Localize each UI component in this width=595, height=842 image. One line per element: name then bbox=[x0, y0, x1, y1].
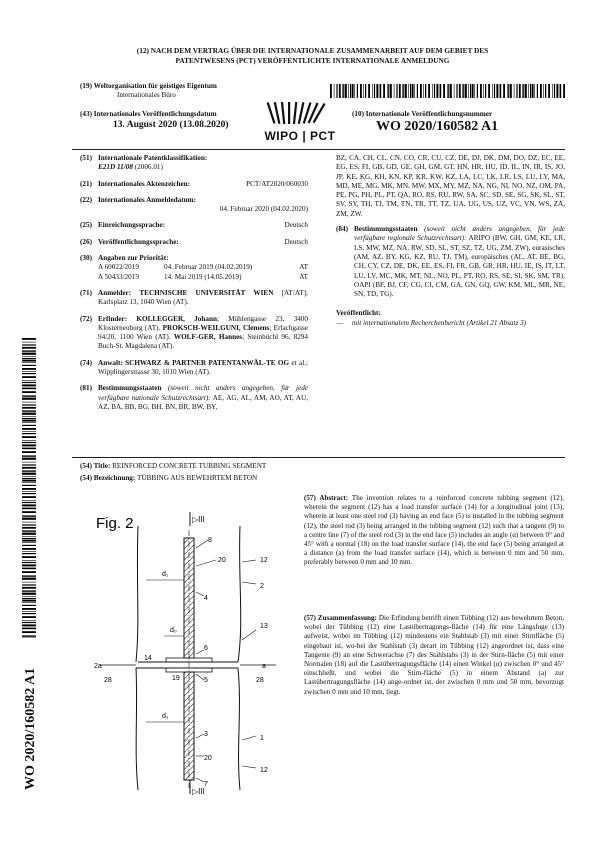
barcode-bar bbox=[22, 627, 36, 628]
barcode-bar bbox=[403, 84, 404, 98]
barcode-bar bbox=[22, 458, 36, 460]
section-marker-bottom: ▷III bbox=[192, 787, 205, 796]
barcode-bar bbox=[503, 84, 505, 98]
barcode-bar bbox=[443, 84, 445, 98]
barcode-bar bbox=[472, 84, 474, 98]
barcode-bar bbox=[534, 84, 535, 98]
svg-text:3: 3 bbox=[204, 731, 208, 738]
barcode-bar bbox=[390, 84, 392, 98]
barcode-bar bbox=[22, 564, 36, 566]
barcode-bar bbox=[402, 84, 403, 98]
barcode-bar bbox=[456, 84, 457, 98]
barcode-bar bbox=[556, 84, 558, 98]
barcode-bar bbox=[508, 84, 509, 98]
barcode-bar bbox=[22, 436, 36, 438]
barcode-bar bbox=[22, 356, 36, 357]
barcode-bar bbox=[22, 584, 36, 585]
barcode-bar bbox=[22, 491, 36, 492]
barcode-bar bbox=[22, 527, 36, 529]
barcode-bar bbox=[22, 344, 36, 345]
svg-text:19: 19 bbox=[172, 675, 180, 682]
barcode-bar bbox=[22, 388, 36, 389]
barcode-bar bbox=[22, 596, 36, 597]
barcode-bar bbox=[485, 84, 486, 98]
barcode-bar bbox=[523, 84, 524, 98]
barcode-bar bbox=[477, 84, 478, 98]
barcode-bar bbox=[22, 545, 36, 546]
barcode-bar bbox=[22, 485, 36, 486]
barcode-bar bbox=[22, 531, 36, 532]
publication-date: 13. August 2020 (13.08.2020) bbox=[113, 120, 229, 131]
svg-text:d₁: d₁ bbox=[162, 571, 169, 578]
barcode-bar bbox=[22, 636, 36, 637]
barcode-bar bbox=[448, 84, 449, 98]
barcode-bar bbox=[22, 338, 36, 340]
barcode-bar bbox=[22, 362, 36, 363]
organization-block: (19) Weltorganisation für geistiges Eigentum Internationales Büro bbox=[80, 82, 217, 100]
header-line-1: (12) NACH DEM VERTRAG ÜBER DIE INTERNATIONALE ZUSAMMENARBEIT AUF DEM GEBIET DES bbox=[136, 46, 489, 55]
barcode-bar bbox=[22, 540, 36, 542]
barcode-bar bbox=[22, 396, 36, 397]
barcode-bar bbox=[22, 407, 36, 409]
barcode-bar bbox=[462, 84, 463, 98]
svg-text:8: 8 bbox=[208, 537, 212, 544]
barcode-bar bbox=[22, 447, 36, 448]
barcode-bar bbox=[420, 84, 422, 98]
barcode-bar bbox=[22, 518, 36, 520]
barcode-bar bbox=[22, 538, 36, 539]
barcode-bar bbox=[22, 591, 36, 592]
barcode-bar bbox=[22, 613, 36, 614]
barcode-bar bbox=[22, 451, 36, 453]
barcode-bar bbox=[494, 84, 495, 98]
publication-number-block: (10) Internationale Veröffentlichungsnummer WO 2020/160582 A1 bbox=[352, 110, 567, 135]
barcode-bar bbox=[360, 84, 362, 98]
barcode-bar bbox=[22, 504, 36, 506]
barcode-bar bbox=[22, 602, 36, 603]
barcode-bar bbox=[525, 84, 527, 98]
barcode-bar bbox=[22, 398, 36, 400]
barcode-bar bbox=[559, 84, 560, 98]
barcode-bar bbox=[22, 471, 36, 472]
barcode-bar bbox=[22, 342, 36, 343]
barcode-bar bbox=[22, 516, 36, 517]
barcode-bar bbox=[22, 548, 36, 550]
barcode-bar bbox=[22, 431, 36, 432]
barcode-bar bbox=[22, 351, 36, 352]
barcode-bar bbox=[22, 456, 36, 457]
barcode-bar bbox=[22, 562, 36, 563]
barcode-bar bbox=[22, 608, 36, 610]
barcode-bar bbox=[439, 84, 440, 98]
barcode-bar bbox=[554, 84, 555, 98]
barcode-bar bbox=[22, 620, 36, 621]
barcode-bar bbox=[22, 575, 36, 576]
svg-text:20: 20 bbox=[204, 755, 212, 762]
barcode-bar bbox=[22, 358, 36, 359]
barcode-bar bbox=[22, 493, 36, 494]
svg-text:d₁: d₁ bbox=[162, 713, 169, 720]
barcode-bar bbox=[522, 84, 523, 98]
barcode-bar bbox=[483, 84, 484, 98]
barcode-bar bbox=[22, 578, 36, 580]
barcode-bar bbox=[368, 84, 370, 98]
barcode-bar bbox=[528, 84, 529, 98]
barcode-bar bbox=[22, 413, 36, 415]
barcode-bar bbox=[447, 84, 448, 98]
svg-text:12: 12 bbox=[260, 767, 268, 774]
svg-text:2: 2 bbox=[260, 583, 264, 590]
barcode-bar bbox=[507, 84, 508, 98]
barcode-bar bbox=[488, 84, 490, 98]
barcode-bar bbox=[454, 84, 455, 98]
barcode-bar bbox=[394, 84, 395, 98]
barcode-bar bbox=[22, 522, 36, 523]
barcode-bar bbox=[22, 467, 36, 469]
barcode-bar bbox=[22, 616, 36, 618]
barcode-bar bbox=[22, 605, 36, 606]
svg-text:5: 5 bbox=[204, 677, 208, 684]
barcode-bar bbox=[22, 480, 36, 482]
barcode-bar bbox=[519, 84, 521, 98]
barcode-bar bbox=[22, 384, 36, 386]
barcode-bar bbox=[374, 84, 375, 98]
barcode-bar bbox=[22, 455, 36, 456]
barcode-bar bbox=[22, 551, 36, 552]
barcode-bar bbox=[22, 536, 36, 537]
figure-title: Fig. 2 bbox=[96, 515, 134, 532]
title-de: (54) Bezeichnung: TÜBBING AUS BEWEHRTEM BETON bbox=[80, 474, 258, 482]
barcode-bar bbox=[22, 416, 36, 417]
barcode-bar bbox=[22, 440, 36, 441]
barcode-bar bbox=[22, 500, 36, 501]
priority-row-2: A 50433/2019 14. Mai 2019 (14.05.2019) AT bbox=[98, 272, 308, 281]
barcode-bar bbox=[22, 624, 36, 626]
barcode-bar bbox=[365, 84, 366, 98]
svg-text:12: 12 bbox=[260, 557, 268, 564]
barcode-bar bbox=[22, 402, 36, 403]
barcode-bar bbox=[22, 376, 36, 378]
barcode-bar bbox=[22, 556, 36, 558]
barcode-bar bbox=[545, 84, 546, 98]
abstract-de: (57) Zusammenfassung: Die Erfindung betrifft einen Tübbing (12) aus bewehrtem Beton, wobei der Tübbing (12) eine Lastübertragungs-fläche (14) für eine Längsfuge (13) aufweist, wobei im Tübbing (12) mindestens ein Stahlstab (3) mit einer Stirnfläche (5) eingebaut ist, wo-bei der Stahlstab (3) derart im Tübbing (12) angeordnet ist, dass eine Tangente (9) an eine Schwerachse (7) des Stahlstabs (3) in der Stirn-fläche (5) mit einer Normalen (18) auf die Lastübertragungsfläche (14) einen Winkel (α) zwischen 0° und 45° einschließt, und wobei die Stirn-fläche (5) in einem Abstand (a) zur Lastübertragungsfläche (14) ange-ordnet ist, der zwischen 0 mm und 50 mm, bevorzugt zwischen 0 mm und 10 mm, liegt. bbox=[304, 614, 565, 696]
barcode-bar bbox=[434, 84, 435, 98]
barcode-bar bbox=[22, 373, 36, 374]
barcode-bar bbox=[22, 433, 36, 434]
barcode-bar bbox=[22, 347, 36, 349]
barcode-bar bbox=[396, 84, 397, 98]
barcode-bar bbox=[22, 507, 36, 508]
barcode-bar bbox=[22, 420, 36, 422]
barcode-bar bbox=[22, 590, 36, 591]
side-barcode bbox=[22, 338, 36, 638]
svg-text:6: 6 bbox=[204, 645, 208, 652]
svg-text:28: 28 bbox=[256, 677, 264, 684]
barcode-bar bbox=[380, 84, 381, 98]
title-en: (54) Title: REINFORCED CONCRETE TUBBING SEGMENT bbox=[80, 462, 267, 470]
barcode-bar bbox=[548, 84, 550, 98]
barcode-bar bbox=[22, 395, 36, 396]
svg-text:2a: 2a bbox=[94, 663, 102, 670]
bibliographic-left-column: (51) Internationale Patentklassifikation: E21D 11/08 (2006.01) (21) Internationales Aktenzeichen: PCT/AT2020/060030 (22) Internationales Anmeldedatum: 04. Februar 2020 (04.02.2020) (25) Einreichungssprache: Deutsch (26) Veröffentlichungssprache: Deutsch (30) Angaben zur Priorität: A 60022/2019 04. Februar 2019 (04.02.2019) AT A 50433/2019 14. Mai 2019 (14.05.2019) AT (71) Anmelder: TECHNISCHE UNIVERSITÄT WIEN [AT/AT]; Karlsplatz 13, 1040 Wien (AT). (72) Erfinder: KOLLEGGER, Johann; Mühlengasse 23, 3400 Klosterneuburg (AT). PROKSCH-WEILGUNI, Clemens; Erlachgasse 94/20, 1100 Wien (AT). WOLF-GER, Hannes; Steinbüchl 96, 8294 Buch-St. Magdalena (AT). (74) Anwalt: SCHWARZ & PARTNER PATENTANWÄL-TE OG et al.; Wipplingerstrasse 30, 1010 Wien (AT). (81) Bestimmungsstaaten (soweit nicht anders angegeben, für jede verfügbare nationale Schutzrechtsart): AE, AG, AL, AM, AO, AT, AU, AZ, BA, BB, BG, BH, BN, BR, BW, BY, bbox=[80, 154, 308, 411]
barcode-bar bbox=[22, 502, 36, 503]
barcode-bar bbox=[532, 84, 534, 98]
svg-text:13: 13 bbox=[260, 623, 268, 630]
barcode-bar bbox=[357, 84, 358, 98]
barcode-bar bbox=[410, 84, 411, 98]
barcode-bar bbox=[428, 84, 430, 98]
barcode-bar bbox=[387, 84, 388, 98]
barcode-bar bbox=[22, 488, 36, 490]
barcode-bar bbox=[560, 84, 561, 98]
barcode-bar bbox=[500, 84, 501, 98]
barcode-bar bbox=[399, 84, 401, 98]
barcode-bar bbox=[440, 84, 441, 98]
barcode-bar bbox=[352, 84, 354, 98]
barcode-bar bbox=[22, 422, 36, 423]
barcode-bar bbox=[22, 587, 36, 589]
barcode-bar bbox=[537, 84, 538, 98]
barcode-bar bbox=[383, 84, 385, 98]
barcode-bar bbox=[22, 411, 36, 412]
barcode-bar bbox=[465, 84, 467, 98]
abstract-en: (57) Abstract: The invention relates to a reinforced concrete tubbing segment (12), wherein the segment (12) has a load transfer surface (14) for a longitudinal joint (13), wherein at least one steel rod (3) having an end face (5) is installed in the tubbing segment (12), the steel rod (3) being arranged in the tubbing segment (12) such that a tangent (9) to a centre line (7) of the steel rod (3) in the end face (5) includes an angle (α) between 0° and 45° with a normal (18) on the load transfer surface (14), the end face (5) being arranged at a distance (a) from the load transfer surface (14), which is between 0 mm and 50 mm, preferably between 0 mm and 10 mm. bbox=[304, 494, 564, 567]
barcode-bar bbox=[412, 84, 414, 98]
barcode-bar bbox=[22, 567, 36, 568]
barcode-bar bbox=[552, 84, 553, 98]
wipo-logo-text: WIPO | PCT bbox=[264, 129, 336, 143]
priority-row-1: A 60022/2019 04. Februar 2019 (04.02.2019) AT bbox=[98, 263, 308, 272]
barcode-bar bbox=[492, 84, 493, 98]
barcode-bar bbox=[22, 371, 36, 372]
barcode-bar bbox=[350, 84, 351, 98]
svg-text:7: 7 bbox=[204, 781, 208, 788]
barcode-bar bbox=[22, 478, 36, 479]
barcode-bar bbox=[540, 84, 542, 98]
barcode-bar bbox=[22, 365, 36, 366]
barcode-bar bbox=[22, 515, 36, 516]
barcode-bar bbox=[345, 84, 347, 98]
barcode-bar bbox=[22, 410, 36, 411]
barcode-bar bbox=[348, 84, 349, 98]
barcode-bar bbox=[22, 496, 36, 498]
barcode-bar bbox=[408, 84, 409, 98]
barcode-bar bbox=[22, 476, 36, 477]
barcode-bar bbox=[22, 631, 36, 633]
divider-top bbox=[72, 149, 565, 150]
barcode-bar bbox=[496, 84, 498, 98]
barcode-bar bbox=[468, 84, 469, 98]
barcode-bar bbox=[22, 511, 36, 513]
barcode-bar bbox=[354, 84, 355, 98]
barcode-bar bbox=[22, 524, 36, 525]
barcode-bar bbox=[376, 84, 378, 98]
barcode-bar bbox=[22, 482, 36, 483]
barcode-bar bbox=[22, 350, 36, 351]
barcode-bar bbox=[417, 84, 418, 98]
barcode-bar bbox=[22, 448, 36, 449]
barcode-bar bbox=[516, 84, 517, 98]
barcode-bar bbox=[499, 84, 500, 98]
barcode-bar bbox=[22, 391, 36, 393]
barcode-bar bbox=[22, 611, 36, 612]
barcode-bar bbox=[530, 84, 531, 98]
barcode-bar bbox=[22, 353, 36, 355]
barcode-bar bbox=[22, 387, 36, 388]
barcode-bar bbox=[22, 533, 36, 535]
barcode-bar bbox=[388, 84, 389, 98]
barcode-bar bbox=[22, 462, 36, 463]
barcode-bar bbox=[22, 542, 36, 543]
barcode-bar bbox=[22, 582, 36, 583]
barcode-bar bbox=[22, 628, 36, 629]
barcode-bar bbox=[22, 600, 36, 602]
barcode-bar bbox=[470, 84, 471, 98]
barcode-bar bbox=[436, 84, 438, 98]
barcode-bar bbox=[22, 428, 36, 430]
barcode-bar bbox=[22, 418, 36, 419]
barcode-bar bbox=[510, 84, 512, 98]
barcode-bar bbox=[22, 442, 36, 443]
svg-text:4: 4 bbox=[204, 595, 208, 602]
barcode-bar bbox=[480, 84, 482, 98]
barcode-bar bbox=[405, 84, 407, 98]
barcode-bar bbox=[22, 368, 36, 370]
barcode-bar bbox=[22, 382, 36, 383]
barcode-bar bbox=[425, 84, 426, 98]
svg-text:20: 20 bbox=[218, 557, 226, 564]
barcode-bar bbox=[363, 84, 364, 98]
barcode-bar bbox=[22, 473, 36, 475]
barcode-bar bbox=[514, 84, 515, 98]
barcode-bar bbox=[450, 84, 452, 98]
barcode-bar bbox=[22, 553, 36, 554]
barcode-bar bbox=[22, 425, 36, 426]
svg-text:14: 14 bbox=[144, 655, 152, 662]
barcode-bar bbox=[22, 622, 36, 623]
barcode-bar bbox=[22, 593, 36, 595]
svg-text:1: 1 bbox=[260, 735, 264, 742]
barcode-bar bbox=[543, 84, 544, 98]
barcode-bar bbox=[563, 84, 565, 98]
barcode-bar bbox=[22, 464, 36, 465]
barcode-bar bbox=[22, 444, 36, 446]
barcode-bar bbox=[474, 84, 475, 98]
barcode-bar bbox=[414, 84, 415, 98]
barcode-bar bbox=[22, 635, 36, 636]
bibliographic-right-column: BZ, CA, CH, CL, CN, CO, CR, CU, CZ, DE, DJ, DK, DM, DO, DZ, EC, EE, EG, ES, FI, GB, GD, GE, GH, GM, GT, HN, HR, HU, ID, IL, IN, IR, IS, JO, JP, KE, KG, KH, KN, KP, KR, KW, KZ, LA, LC, LK, LR, LS, LU, LY, MA, MD, ME, MG, MK, MN, MW, MX, MY, MZ, NA, NG, NI, NO, NZ, OM, PA, PE, PG, PH, PL, PT, QA, RO, RS, RU, RW, SA, SC, SD, SE, SG, SK, SL, ST, SV, SY, TH, TJ, TM, TN, TR, TT, TZ, UA, UG, US, UZ, VC, VN, WS, ZA, ZM, ZW. (84) Bestimmungsstaaten (soweit nicht anders angegeben, für jede verfügbare regionale Schutzrechtsart): ARIPO (BW, GH, GM, KE, LR, LS, MW, MZ, NA, RW, SD, SL, ST, SZ, TZ, UG, ZM, ZW), eurasisches (AM, AZ, BY, KG, KZ, RU, TJ, TM), europäisches (AL, AT, BE, BG, CH, CY, CZ, DE, DK, EE, ES, FI, FR, GB, GR, HR, HU, IE, IS, IT, LT, LU, LV, MC, MK, MT, NL, NO, PL, PT, RO, RS, SE, SI, SK, SM, TR), OAPI (BF, BJ, CF, CG, CI, CM, GA, GN, GQ, GW, KM, ML, MR, NE, SN, TD, TG). Veröffentlicht: — mit internationalem Recherchenbericht (Artikel 21 Absatz 3) bbox=[336, 154, 565, 327]
barcode-bar bbox=[463, 84, 464, 98]
barcode-bar bbox=[379, 84, 380, 98]
barcode-bar bbox=[22, 598, 36, 599]
barcode-bar bbox=[22, 360, 36, 362]
barcode-bar bbox=[22, 568, 36, 569]
barcode-bar bbox=[22, 576, 36, 577]
barcode-bar bbox=[22, 560, 36, 561]
publication-date-block: (43) Internationales Veröffentlichungsdatum 13. August 2020 (13.08.2020) bbox=[80, 110, 280, 131]
svg-text:d₀: d₀ bbox=[170, 627, 177, 634]
barcode-bar bbox=[22, 508, 36, 509]
barcode-bar bbox=[22, 470, 36, 471]
publication-number: WO 2020/160582 A1 bbox=[376, 119, 499, 135]
barcode-bar bbox=[22, 404, 36, 405]
barcode-bar bbox=[22, 380, 36, 381]
header-line-2: PATENTWESENS (PCT) VERÖFFENTLICHTE INTERNATIONALE ANMELDUNG bbox=[175, 56, 450, 65]
barcode-bar bbox=[423, 84, 424, 98]
svg-text:a: a bbox=[262, 663, 266, 670]
side-publication-number: WO 2020/160582 A1 bbox=[23, 667, 38, 790]
divider-middle bbox=[72, 457, 565, 458]
barcode-bar bbox=[22, 571, 36, 573]
top-barcode bbox=[330, 84, 565, 98]
figure-2 bbox=[80, 500, 298, 800]
svg-text:28: 28 bbox=[104, 677, 112, 684]
barcode-bar bbox=[459, 84, 461, 98]
section-marker-top: ▷III bbox=[192, 515, 205, 524]
barcode-bar bbox=[22, 530, 36, 531]
barcode-bar bbox=[432, 84, 433, 98]
barcode-bar bbox=[372, 84, 373, 98]
